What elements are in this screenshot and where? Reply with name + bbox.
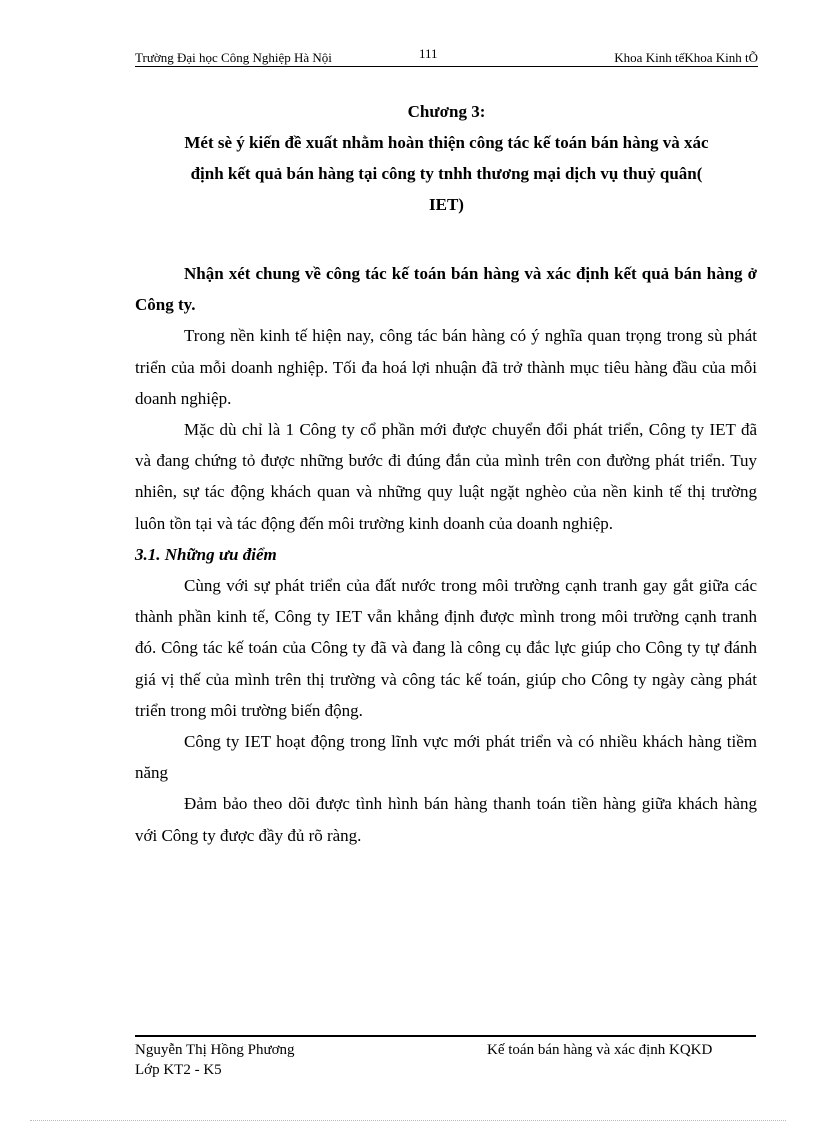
footer-topic: Kế toán bán hàng và xác định KQKD xyxy=(487,1042,713,1058)
header-faculty: Khoa Kinh tếKhoa Kinh tÕ xyxy=(614,50,758,65)
paragraph-3: Cùng với sự phát triển của đất nước trong môi trường cạnh tranh gay gắt giữa các thành phần kinh tế, Công ty IET vẫn khẳng định được mình trong môi trường cạnh tranh đó. Công tác kế toán của Công ty đã và đang là công cụ đắc lực giúp cho Công ty tự đánh giá vị thế của mình trên thị trường và công tác kế toán, giúp cho Công ty ngày càng phát triển trong môi trường biến động. xyxy=(135,576,757,720)
paragraph-2: Mặc dù chỉ là 1 Công ty cổ phần mới được chuyển đổi phát triển, Công ty IET đã và đang chứng tỏ được những bước đi đúng đắn của mình trên con đường phát triển. Tuy nhiên, sự tác động khách quan và những quy luật ngặt nghèo của nền kinh tế thị trường luôn tồn tại và tác động đến môi trường kinh doanh của doanh nghiệp. xyxy=(135,420,757,533)
header-school: Trường Đại học Công Nghiệp Hà Nội xyxy=(135,50,332,65)
chapter-title-line-3: IET) xyxy=(429,195,464,214)
chapter-title-line-1: Mét sè ý kiến đề xuất nhằm hoàn thiện công tác kế toán bán hàng và xác xyxy=(184,133,709,152)
paragraph-1: Trong nền kinh tế hiện nay, công tác bán hàng có ý nghĩa quan trọng trong sù phát triển của mỗi doanh nghiệp. Tối đa hoá lợi nhuận đã trở thành mục tiêu hàng đầu của mỗi doanh nghiệp. xyxy=(135,326,757,408)
chapter-title xyxy=(135,96,758,220)
page-header xyxy=(135,46,758,66)
chapter-title-line-2: định kết quả bán hàng tại công ty tnhh thương mại dịch vụ thuỷ quân( xyxy=(190,164,703,183)
document-body xyxy=(135,258,757,851)
section-heading: 3.1. Những ưu điểm xyxy=(135,544,277,564)
paragraph-5: Đảm bảo theo dõi được tình hình bán hàng thanh toán tiền hàng giữa khách hàng với Công ty được đầy đủ rõ ràng. xyxy=(135,794,757,845)
header-rule xyxy=(135,66,758,67)
footer-author: Nguyễn Thị Hồng Phương xyxy=(135,1042,295,1058)
page-edge xyxy=(30,1120,786,1121)
paragraph-4: Công ty IET hoạt động trong lĩnh vực mới phát triển và có nhiều khách hàng tiềm năng xyxy=(135,732,757,783)
header-page-number: 111 xyxy=(419,46,438,61)
footer-class: Lớp KT2 - K5 xyxy=(135,1062,222,1078)
summary-heading: Nhận xét chung về công tác kế toán bán hàng và xác định kết quả bán hàng ở Công ty. xyxy=(135,264,757,315)
footer-rule xyxy=(135,1035,756,1037)
chapter-label: Chương 3: xyxy=(407,102,486,121)
